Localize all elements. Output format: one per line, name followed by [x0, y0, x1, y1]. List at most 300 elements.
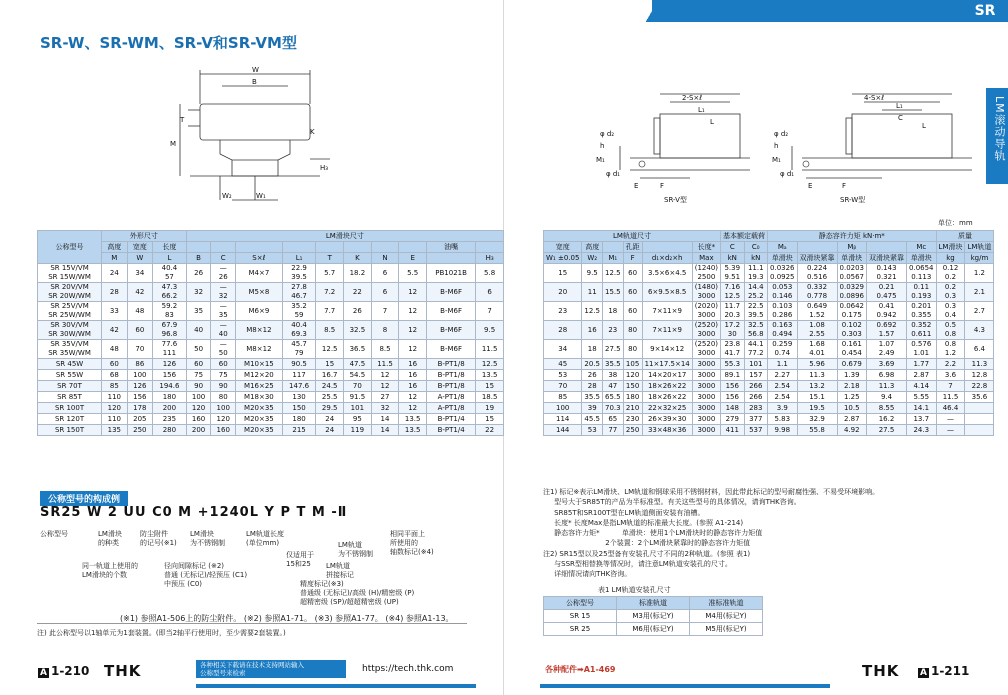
table-cell: 60 [102, 359, 128, 370]
ann-joint: LM轨道 拼接标记 [326, 562, 354, 579]
table-cell [965, 425, 994, 436]
page-number-left [38, 664, 89, 678]
table-row [38, 321, 504, 340]
footer-rule-right [540, 684, 830, 688]
w-label-l1: L₁ [896, 102, 903, 110]
table-cell: 11.5 [371, 359, 399, 370]
table-cell: 110 [102, 392, 128, 403]
table-cell: 150 [623, 381, 642, 392]
table-cell: 100 [544, 403, 582, 414]
th-block: LM滑块尺寸 [186, 231, 503, 242]
table-cell: 20.5 [582, 359, 603, 370]
table-cell: 77.6 111 [153, 340, 187, 359]
label-t: T [180, 116, 185, 124]
table-cell: 80 [623, 321, 642, 340]
th-sub: W₁ ±0.05 [544, 253, 582, 264]
table-cell: 180 [623, 392, 642, 403]
table-cell: 14 [371, 425, 399, 436]
th-sub: H₃ [476, 253, 504, 264]
th-sub: 单滑块 [837, 253, 867, 264]
table-cell: 5.55 [907, 392, 937, 403]
table-cell: 16.2 [867, 414, 907, 425]
table-cell: 2.87 [907, 370, 937, 381]
table-cell: 25.5 [316, 392, 344, 403]
table-cell: M18×30 [236, 392, 283, 403]
table-cell: 8.5 [316, 321, 344, 340]
table-cell: 0.201 0.355 [907, 302, 937, 321]
table-cell: 3000 [692, 359, 720, 370]
table-cell: — 35 [211, 302, 236, 321]
table-cell: 42 [127, 283, 153, 302]
table-cell: 0.576 1.01 [907, 340, 937, 359]
table-cell: 5.39 9.51 [721, 264, 745, 283]
table-cell: 16 [399, 381, 427, 392]
th-sub: B [186, 253, 211, 264]
table-cell: B-PT1/8 [427, 370, 476, 381]
table-cell: 7×11×9 [642, 321, 692, 340]
table-cell: 266 [744, 381, 768, 392]
th-col: 孔距 [623, 242, 642, 253]
w-label-d1: φ d₁ [780, 170, 795, 178]
table-cell: 411 [721, 425, 745, 436]
th-col: C [721, 242, 745, 253]
table-cell: SR 45W [38, 359, 102, 370]
table-cell: 3.69 [867, 359, 907, 370]
table-cell: 0.2 0.3 [936, 283, 965, 302]
table-cell: 17.2 30 [721, 321, 745, 340]
t1-h-semi: 准标准轨道 [690, 597, 763, 610]
table-cell: 27.5 [867, 425, 907, 436]
table-cell: 55.8 [797, 425, 837, 436]
table-cell: 100 [127, 370, 153, 381]
table-cell: 33 [102, 302, 128, 321]
table-cell: 180 [282, 414, 316, 425]
v-label-d1: φ d₁ [606, 170, 621, 178]
table-cell: 22 [476, 425, 504, 436]
table-cell: 45.5 [582, 414, 603, 425]
table-cell: 13.5 [399, 425, 427, 436]
table-cell: 12.5 [476, 359, 504, 370]
table-cell: 5.5 [399, 264, 427, 283]
th-col: 高度 [582, 242, 603, 253]
table-cell: 7 [371, 302, 399, 321]
table-cell: 77 [603, 425, 624, 436]
header-bar [652, 0, 1008, 22]
table-cell: 48 [127, 302, 153, 321]
table-cell: 47 [603, 381, 624, 392]
table-cell: 0.0654 0.113 [907, 264, 937, 283]
table-cell: — [936, 414, 965, 425]
table-cell: 283 [744, 403, 768, 414]
unit-label: 单位：mm [938, 219, 973, 227]
table-cell: 39 [582, 403, 603, 414]
table-cell: M16×25 [236, 381, 283, 392]
th-sub: K [344, 253, 372, 264]
table-cell: 3000 [692, 425, 720, 436]
table-cell: 70 [344, 381, 372, 392]
table-cell: 0.053 0.146 [768, 283, 798, 302]
ann-stainless-rail: LM轨道 为不锈钢制 [338, 541, 373, 558]
table-cell: 80 [623, 340, 642, 359]
t1-cell: SR 25 [544, 623, 617, 636]
table-cell: 24.3 [907, 425, 937, 436]
table-cell: 6.98 [867, 370, 907, 381]
table-cell: 12.8 [965, 370, 994, 381]
table-cell: 16.7 [316, 370, 344, 381]
table-cell: 1.08 2.55 [797, 321, 837, 340]
label-h3: H₃ [320, 164, 329, 172]
table-cell: 24.5 [316, 381, 344, 392]
ann-axes: 相同平面上 所使用的 轴数标记(※4) [390, 530, 434, 556]
table-cell: 12 [399, 321, 427, 340]
table-row [38, 414, 504, 425]
code-line: SR25 W 2 UU C0 M +1240L Y P T M -Ⅱ [40, 505, 348, 520]
th-col [867, 242, 907, 253]
v-label-f: F [660, 182, 665, 190]
table-cell: SR 100T [38, 403, 102, 414]
code-heading: 公称型号的构成例 [40, 491, 128, 506]
table-cell: M5×8 [236, 283, 283, 302]
table-cell: 35.2 59 [282, 302, 316, 321]
th-col: 宽度 [544, 242, 582, 253]
table-cell: 11.1 19.3 [744, 264, 768, 283]
table-cell: A-PT1/8 [427, 392, 476, 403]
table-cell: 126 [127, 381, 153, 392]
table-row [38, 359, 504, 370]
table-cell: (2520) 3000 [692, 340, 720, 359]
table-cell: A-PT1/8 [427, 403, 476, 414]
table-cell: 11.3 [797, 370, 837, 381]
table-cell: 35 [186, 302, 211, 321]
table-cell: 13.2 [797, 381, 837, 392]
table-cell: PB1021B [427, 264, 476, 283]
table-cell: 27.8 46.7 [282, 283, 316, 302]
table-cell: 0.103 0.286 [768, 302, 798, 321]
th-sub: kN [744, 253, 768, 264]
table-cell: 7×11×9 [642, 302, 692, 321]
th-col [797, 242, 837, 253]
table-cell: 12 [399, 392, 427, 403]
table-cell: 40 [186, 321, 211, 340]
table-cell: 65.5 [603, 392, 624, 403]
table-cell: 250 [623, 425, 642, 436]
table-cell: 14.1 [907, 403, 937, 414]
table-cell: 11.5 [936, 392, 965, 403]
table-cell: — 26 [211, 264, 236, 283]
table-row [38, 340, 504, 359]
t1-cell: M5用(标记Y) [690, 623, 763, 636]
table-cell: 3.9 [768, 403, 798, 414]
table-cell: 12 [371, 381, 399, 392]
label-m: M [170, 140, 177, 148]
left-spec-table [37, 230, 504, 436]
table-cell: 67.9 96.8 [153, 321, 187, 340]
table-cell: 5.7 [316, 264, 344, 283]
divider [37, 623, 467, 624]
ann-stainless-block: LM滑块 为不锈钢制 [190, 530, 225, 547]
table-cell: M20×35 [236, 403, 283, 414]
th-sub: N [371, 253, 399, 264]
table-cell: M20×35 [236, 414, 283, 425]
table-cell: 46.4 [936, 403, 965, 414]
w-label-c: C [898, 114, 903, 122]
table-cell: (1240) 2500 [692, 264, 720, 283]
table-cell: 11.3 [965, 359, 994, 370]
th-sub: W [127, 253, 153, 264]
table-cell: 13.5 [399, 414, 427, 425]
w-label-h: h [774, 142, 779, 150]
table-cell: 205 [127, 414, 153, 425]
table-cell: 45.7 79 [282, 340, 316, 359]
table-cell: B-PT1/8 [427, 381, 476, 392]
table-cell: 160 [186, 414, 211, 425]
page-box-left: A [40, 668, 47, 678]
table-cell: — 50 [211, 340, 236, 359]
table-cell: 1.68 4.01 [797, 340, 837, 359]
th-sub: 单滑块 [768, 253, 798, 264]
table-cell: B-M6F [427, 321, 476, 340]
table-row [544, 370, 994, 381]
table-cell: 6 [371, 283, 399, 302]
table-row [544, 425, 994, 436]
table-cell: 23 [603, 321, 624, 340]
v-caption: SR-V型 [664, 196, 687, 204]
table-cell: 215 [282, 425, 316, 436]
table-cell: 0.224 0.516 [797, 264, 837, 283]
table-cell: 34 [544, 340, 582, 359]
table1 [543, 596, 763, 636]
th-col: C₀ [744, 242, 768, 253]
table-cell: 42 [102, 321, 128, 340]
v-label-m1: M₁ [596, 156, 605, 164]
table-cell: 0.0203 0.0567 [837, 264, 867, 283]
table-row [544, 623, 763, 636]
table-cell: 60 [623, 264, 642, 283]
t1-h-std: 标准轨道 [617, 597, 690, 610]
table-cell: 22.9 39.5 [282, 264, 316, 283]
th-col: 长度* [692, 242, 720, 253]
table-cell: 148 [721, 403, 745, 414]
t1-cell: M3用(标记Y) [617, 610, 690, 623]
table-cell: 85 [102, 381, 128, 392]
table-cell: 35.5 [582, 392, 603, 403]
table-cell: 2.87 [837, 414, 867, 425]
th-sub: F [623, 253, 642, 264]
table-cell: 15 [316, 359, 344, 370]
label-k: K [310, 128, 315, 136]
website-link[interactable]: https://tech.thk.com [362, 664, 454, 674]
table-cell: 48 [102, 340, 128, 359]
label-w2: W₂ [222, 192, 232, 200]
table-cell: 1.2 [965, 264, 994, 283]
table-cell: 32.9 [797, 414, 837, 425]
th-sub: kg/m [965, 253, 994, 264]
table-cell: 0.332 0.778 [797, 283, 837, 302]
table-cell: 70 [544, 381, 582, 392]
th-nipple: 油嘴 [427, 242, 476, 253]
table-cell: 54.5 [344, 370, 372, 381]
table-cell: 8 [371, 321, 399, 340]
table-cell: 33×48×36 [642, 425, 692, 436]
table-cell: 12 [399, 340, 427, 359]
table-cell: 12 [399, 302, 427, 321]
table-cell: 23.8 41.7 [721, 340, 745, 359]
table1-title: 表1 LM轨道安装孔尺寸 [598, 586, 671, 594]
table-cell: 22 [344, 283, 372, 302]
table-cell: 90 [211, 381, 236, 392]
table-cell: 60 [623, 302, 642, 321]
table-cell: B-PT1/4 [427, 425, 476, 436]
table-cell: 26 [344, 302, 372, 321]
table-cell: SR 15V/VM SR 15W/WM [38, 264, 102, 283]
table-cell: 44.1 77.2 [744, 340, 768, 359]
side-view-w-drawing [772, 88, 982, 208]
table-cell: 14×20×17 [642, 370, 692, 381]
table-cell: 27.5 [603, 340, 624, 359]
table-cell: 117 [282, 370, 316, 381]
table-cell: 11 [582, 283, 603, 302]
table-cell: 160 [211, 425, 236, 436]
table-row [38, 392, 504, 403]
table-cell: 0.259 0.74 [768, 340, 798, 359]
table-cell: 53 [582, 425, 603, 436]
table-cell: M20×35 [236, 425, 283, 436]
ann-rail-length: LM轨道长度 (单位mm) [246, 530, 284, 547]
table-cell: 200 [153, 403, 187, 414]
accessories-link[interactable]: 各种配件➡A1-469 [545, 665, 616, 674]
table-cell: B-M6F [427, 340, 476, 359]
table-cell: 1.39 [837, 370, 867, 381]
th-col [642, 242, 692, 253]
table-cell: 3.6 [936, 370, 965, 381]
table-cell: 266 [744, 392, 768, 403]
table-cell: 23 [544, 302, 582, 321]
table-cell: 35.5 [603, 359, 624, 370]
table-cell: 16 [582, 321, 603, 340]
table-cell: 6 [476, 283, 504, 302]
th-sub: M₁ [603, 253, 624, 264]
table-cell: 1.07 2.49 [867, 340, 907, 359]
table-cell: 0.679 [837, 359, 867, 370]
table-cell: 3000 [692, 414, 720, 425]
table-cell: 235 [153, 414, 187, 425]
table-cell: 6×9.5×8.5 [642, 283, 692, 302]
table-cell: 0.5 0.8 [936, 321, 965, 340]
v-label-l: L [710, 118, 714, 126]
table-cell: — 32 [211, 283, 236, 302]
table-cell: 45 [544, 359, 582, 370]
page-title: SR-W、SR-WM、SR-V和SR-VM型 [40, 34, 297, 52]
ann-only-15-25: 仅适用于 15和25 [286, 551, 314, 568]
table-cell: 19.5 [797, 403, 837, 414]
table-cell: 32.5 [344, 321, 372, 340]
table-cell: 26 [582, 370, 603, 381]
table-cell: 24 [316, 425, 344, 436]
table-cell: M6×9 [236, 302, 283, 321]
table-row [544, 414, 994, 425]
page-number-text-right: 1-211 [930, 664, 970, 678]
table-cell: 126 [153, 359, 187, 370]
table-cell: 2.54 [768, 381, 798, 392]
table-cell: 35.6 [965, 392, 994, 403]
table-cell: 24 [316, 414, 344, 425]
table-cell: 15 [544, 264, 582, 283]
th-col: LM轨道 [965, 242, 994, 253]
table-cell: 59.2 83 [153, 302, 187, 321]
table-cell: 3000 [692, 392, 720, 403]
page-number-right [918, 664, 969, 678]
table-cell: M8×12 [236, 321, 283, 340]
table-cell: 100 [186, 392, 211, 403]
t1-cell: SR 15 [544, 610, 617, 623]
w-label-l: L [922, 122, 926, 130]
table-cell: (2020) 3000 [692, 302, 720, 321]
w-label-d2: φ d₂ [774, 130, 789, 138]
table-row [38, 381, 504, 392]
table-cell: 18×26×22 [642, 381, 692, 392]
table-cell: SR 25V/VM SR 25W/WM [38, 302, 102, 321]
table-cell: SR 85T [38, 392, 102, 403]
table-cell: 210 [623, 403, 642, 414]
table-cell: 18×26×22 [642, 392, 692, 403]
table-cell: 0.3 0.4 [936, 302, 965, 321]
table-cell: 7.16 12.5 [721, 283, 745, 302]
table-cell: SR 35V/VM SR 35W/WM [38, 340, 102, 359]
reference-line: (※1) 参照A1-506上的防尘附件。 (※2) 参照A1-71。 (※3) 参照A1-77。 (※4) 参照A1-13。 [120, 614, 454, 623]
unit-note: 注) 此公称型号以1轴单元为1套装置。(即当2轴平行使用时，至少需要2套装置。) [37, 629, 286, 637]
table-row [38, 403, 504, 414]
table-cell: 0.8 1.2 [936, 340, 965, 359]
table-cell: 22.8 [965, 381, 994, 392]
th-outer: 外形尺寸 [102, 231, 187, 242]
table-cell: 38 [603, 370, 624, 381]
w-label-e: E [808, 182, 813, 190]
table-cell: 60 [211, 359, 236, 370]
table-cell: SR 20V/VM SR 20W/WM [38, 283, 102, 302]
table-cell: 12 [399, 283, 427, 302]
table-cell: 178 [127, 403, 153, 414]
table-cell: 5.96 [797, 359, 837, 370]
front-view-drawing [160, 64, 340, 214]
v-label-d2: φ d₂ [600, 130, 615, 138]
table-cell: 9.4 [867, 392, 907, 403]
table-cell: 250 [127, 425, 153, 436]
label-w: W [252, 66, 259, 74]
th-col: Mₐ [768, 242, 798, 253]
promo-banner[interactable]: 各种相关下载请在技术支持网站输入 公称型号来检索 [196, 660, 346, 678]
table-cell: 75 [211, 370, 236, 381]
table-cell: 0.143 0.321 [867, 264, 907, 283]
table-cell: 101 [744, 359, 768, 370]
side-view-v-drawing [560, 88, 760, 208]
table-cell: 0.21 0.475 [867, 283, 907, 302]
th-sub: C [211, 253, 236, 264]
table-cell: 2.7 [965, 302, 994, 321]
table-cell: 156 [721, 392, 745, 403]
table-cell: M4×7 [236, 264, 283, 283]
table-cell: 105 [623, 359, 642, 370]
table-cell: 7 [936, 381, 965, 392]
table-cell: 70.3 [603, 403, 624, 414]
table-cell: 40.4 57 [153, 264, 187, 283]
table-cell: 53 [544, 370, 582, 381]
ann-accuracy: 精度标记(※3) 普通级 (无标记)/高级 (H)/精密级 (P) 超精密级 (SP)/超超精密级 (UP) [300, 580, 415, 606]
table-cell: 86 [127, 359, 153, 370]
table-cell: 2.27 [768, 370, 798, 381]
v-label-l1: L₁ [698, 106, 705, 114]
ann-clearance: 径向间隙标记 (※2) 普通 (无标记)/轻预压 (C1) 中预压 (C0) [164, 562, 248, 588]
table-row [544, 392, 994, 403]
